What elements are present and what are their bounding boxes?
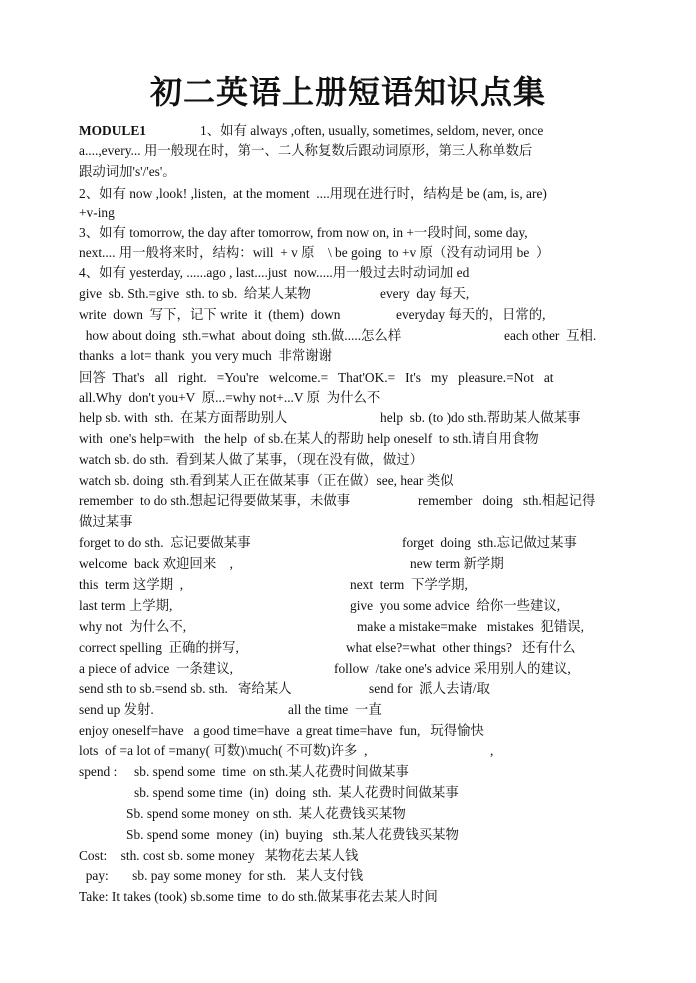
text-line: sb. spend some time (in) doing sth. 某人花费时间做某事 bbox=[134, 785, 459, 800]
text-line: 4、如有 yesterday, ......ago , last....just now.....用一般过去时动词加 ed bbox=[79, 265, 470, 280]
phrase-right: forget doing sth.忘记做过某事 bbox=[402, 535, 577, 550]
text-line: pay: sb. pay some money for sth. 某人支付钱 bbox=[79, 868, 364, 883]
text-line: 跟动词加's'/'es'。 bbox=[79, 164, 176, 179]
phrase-right: new term 新学期 bbox=[410, 556, 504, 571]
document-title: 初二英语上册短语知识点集 bbox=[149, 73, 546, 111]
text-line: enjoy oneself=have a good time=have a great time=have fun, 玩得愉快 bbox=[79, 723, 484, 738]
phrase-left: correct spelling 正确的拼写, bbox=[79, 640, 239, 655]
phrase-left: send sth to sb.=send sb. sth. 寄给某人 bbox=[79, 681, 292, 696]
phrase-left: lots of =a lot of =many( 可数)\much( 不可数)许多 , bbox=[79, 743, 368, 758]
text-line: 3、如有 tomorrow, the day after tomorrow, from now on, in +一段时间, some day, bbox=[79, 225, 528, 240]
module-label: MODULE1 bbox=[79, 123, 146, 138]
phrase-left: last term 上学期, bbox=[79, 598, 173, 613]
phrase-left: write down 写下，记下 write it (them) down bbox=[79, 307, 341, 322]
text-line: Take: It takes (took) sb.some time to do sth.做某事花去某人时间 bbox=[79, 889, 438, 904]
text-line: Sb. spend some money on sth. 某人花费钱买某物 bbox=[126, 806, 406, 821]
text-line: 回答 That's all right. =You're welcome.= That'OK.= It's my pleasure.=Not at bbox=[79, 370, 554, 385]
phrase-left: help sb. with sth. 在某方面帮助别人 bbox=[79, 410, 288, 425]
text-line: watch sb. do sth. 看到某人做了某事，（现在没有做，做过） bbox=[79, 452, 424, 467]
phrase-right: make a mistake=make mistakes 犯错误, bbox=[357, 619, 584, 634]
text-line: 做过某事 bbox=[79, 514, 133, 529]
text-line: a....,every... 用一般现在时，第一、二人称复数后跟动词原形，第三人称单数后 bbox=[79, 143, 533, 158]
text-line: with one's help=with the help of sb.在某人的帮助 help oneself to sth.请自用食物 bbox=[79, 431, 539, 446]
phrase-left: this term 这学期 , bbox=[79, 577, 184, 592]
text-line: Cost: sth. cost sb. some money 某物花去某人钱 bbox=[79, 848, 359, 863]
phrase-right: follow /take one's advice 采用别人的建议, bbox=[334, 661, 571, 676]
phrase-right: what else?=what other things? 还有什么 bbox=[346, 640, 576, 655]
phrase-left: why not 为什么不, bbox=[79, 619, 187, 634]
phrase-left: remember to do sth.想起记得要做某事，未做事 bbox=[79, 493, 351, 508]
phrase-left: send up 发射. bbox=[79, 702, 154, 717]
text-line: Sb. spend some money (in) buying sth.某人花费钱买某物 bbox=[126, 827, 459, 842]
text-line: next.... 用一般将来时，结构：will + v 原 \ be going to +v 原（没有动词用 be ） bbox=[79, 245, 550, 260]
phrase-left: how about doing sth.=what about doing sth.做.....怎么样 bbox=[79, 328, 402, 343]
phrase-right: everyday 每天的，日常的, bbox=[396, 307, 546, 322]
phrase-right: give you some advice 给你一些建议, bbox=[350, 598, 561, 613]
text-line: thanks a lot= thank you very much 非常谢谢 bbox=[79, 348, 333, 363]
text-line: 2、如有 now ,look! ,listen, at the moment ....用现在进行时，结构是 be (am, is, are) bbox=[79, 186, 547, 201]
phrase-right: , bbox=[490, 743, 494, 758]
phrase-right: help sb. (to )do sth.帮助某人做某事 bbox=[380, 410, 581, 425]
text-line: +v-ing bbox=[79, 205, 115, 220]
text-line: watch sb. doing sth.看到某人正在做某事（正在做）see, hear 类似 bbox=[79, 473, 454, 488]
phrase-right: remember doing sth.相起记得 bbox=[418, 493, 596, 508]
phrase-right: all the time 一直 bbox=[288, 702, 382, 717]
phrase-right: next term 下学学期, bbox=[350, 577, 468, 592]
phrase-left: forget to do sth. 忘记要做某事 bbox=[79, 535, 251, 550]
phrase-left: give sb. Sth.=give sth. to sb. 给某人某物 bbox=[79, 286, 311, 301]
phrase-right: every day 每天, bbox=[380, 286, 470, 301]
phrase-left: a piece of advice 一条建议, bbox=[79, 661, 233, 676]
phrase-left: welcome back 欢迎回来 , bbox=[79, 556, 233, 571]
phrase-right: send for 派人去请/取 bbox=[369, 681, 490, 696]
phrase-right: each other 互相. bbox=[504, 328, 597, 343]
text-line: spend : sb. spend some time on sth.某人花费时间做某事 bbox=[79, 764, 409, 779]
text-line: 1、如有 always ,often, usually, sometimes, seldom, never, once bbox=[200, 123, 544, 138]
text-line: all.Why don't you+V 原...=why not+...V 原 为什么不 bbox=[79, 390, 381, 405]
